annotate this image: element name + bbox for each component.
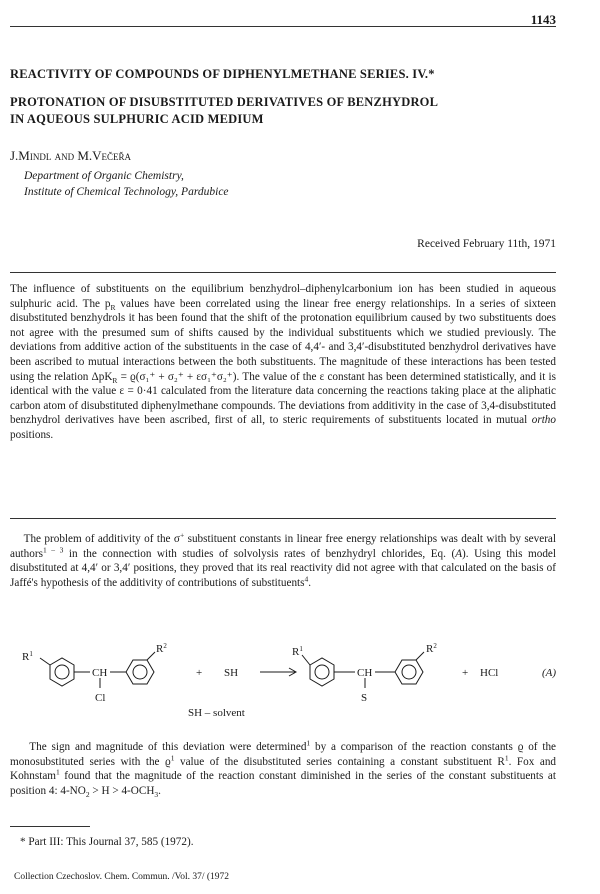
title-line-1: REACTIVITY OF COMPOUNDS OF DIPHENYLMETHANE SERIES. IV.* xyxy=(10,67,435,81)
intro-sup-1: + xyxy=(179,530,185,540)
intro-text-c: in the connection with studies of solvolysis rates of benzhydryl chlorides, Eq. ( xyxy=(63,547,456,560)
label-s: S xyxy=(361,692,368,704)
article-title xyxy=(10,66,570,83)
label-ch-product: CH xyxy=(357,667,373,679)
label-hcl: HCl xyxy=(480,667,499,679)
label-r2: $R^2$ xyxy=(156,642,167,655)
abstract-bottom-rule xyxy=(10,518,556,519)
bond-r1 xyxy=(40,658,50,665)
p2-sup-2: 1 xyxy=(170,752,175,762)
label-r2-product: $R^2$ xyxy=(426,642,437,655)
abstract-top-rule xyxy=(10,272,556,273)
abstract-ortho: ortho xyxy=(531,414,556,427)
label-ch: CH xyxy=(92,667,108,679)
reactant-ring-1 xyxy=(50,658,74,686)
p2-text-d: . Fox and Kohnstam xyxy=(10,755,557,783)
p2-sup-4: 1 xyxy=(56,767,60,777)
p2-sub-1: 2 xyxy=(85,790,90,800)
product-ring-2 xyxy=(395,660,423,684)
intro-text-a: The problem of additivity of the σ xyxy=(23,533,180,545)
p2-text-f: > H > 4-OCH xyxy=(89,784,155,797)
reactant-ring-1-inner xyxy=(55,665,69,679)
p2-text-c: value of the disubstituted series containing a constant substituent R xyxy=(174,755,505,768)
intro-text-e: . xyxy=(308,576,312,589)
label-cl: Cl xyxy=(95,692,106,704)
abstract xyxy=(10,282,556,443)
intro-paragraph xyxy=(10,532,556,590)
intro-eq-ref: A xyxy=(455,547,463,560)
affiliation-institute: Institute of Chemical Technology, Pardubice xyxy=(24,186,229,198)
label-solvent: SH – solvent xyxy=(188,707,245,719)
footnote: * Part III: This Journal 37, 585 (1972). xyxy=(20,836,194,848)
p2-sup-1: 1 xyxy=(306,738,311,748)
label-r1: $R^1$ xyxy=(22,650,33,663)
bond-r1-product xyxy=(302,655,310,665)
header-rule xyxy=(10,26,556,27)
label-plus-1: + xyxy=(196,667,203,679)
journal-footer: Collection Czechoslov. Chem. Commun. /Vol. 37/ (1972 xyxy=(14,872,230,882)
equation-label: (A) xyxy=(542,667,557,679)
intro-sup-3: 4 xyxy=(304,574,309,584)
paragraph-2 xyxy=(10,740,556,798)
title-line-2: PROTONATION OF DISUBSTITUTED DERIVATIVES OF BENZHYDROL xyxy=(10,95,439,109)
label-r1-product: $R^1$ xyxy=(292,645,303,658)
reactant-ring-2-inner xyxy=(133,665,147,679)
abstract-sub-2: R xyxy=(112,375,118,385)
intro-text-d: ). Using this model disubstituted at 4,4′ or 3,4′ positions, they proved that its real reactivity did not agree with that calculated on the basis of Jaffé's hypothesis of the additivity of contributions of substituents xyxy=(10,547,556,589)
p2-sub-2: 3 xyxy=(154,790,159,800)
p2-text-e: found that the magnitude of the reaction constant diminished in the series of the constant substituents at position 4: 4-NO xyxy=(10,770,556,797)
article-subtitle xyxy=(10,94,570,128)
product-ring-1 xyxy=(310,658,334,686)
p2-text-a: The sign and magnitude of this deviation were determined xyxy=(29,741,307,753)
abstract-text-3: = ϱ(σ₁⁺ + σ₂⁺ + εσ₁⁺σ₂⁺). The value of the ε constant has been determined statistically, and it is identical with the value ε = 0·41 calculated from the literature data concerning the reactions taking place at the aliphatic carbon atom of disubstituted diphenylmethane compounds. The deviations from additivity in the case of 3,4-disubstituted benzhydrol derivatives have been ascribed, first of all, to steric requirements of substituents located in mutual xyxy=(10,370,556,427)
reactant-ring-2 xyxy=(126,660,154,684)
bond-r2-product xyxy=(416,652,424,660)
product-ring-2-inner xyxy=(402,665,416,679)
bond-r2 xyxy=(147,652,155,660)
label-plus-2: + xyxy=(462,667,469,679)
reaction-scheme xyxy=(10,630,570,730)
p2-sup-3: 1 xyxy=(504,752,509,762)
title-line-3: IN AQUEOUS SULPHURIC ACID MEDIUM xyxy=(10,112,264,126)
abstract-text-2: values have been correlated using the linear free energy relationships. In a series of sixteen disubstituted benzhydrols it has been found that the shift of the protonation equilibrium caused by two substituents does not agree with the presumed sum of shifts caused by the individual substituents which we studied previously. The deviations from additive action of the substituents in the case of 4,4′- and 3,4′-disubstituted benzhydrol derivatives have been ascribed to mutual interactions between the both substituents. The magnitude of these interactions has been tested using the relation ΔpK xyxy=(10,297,556,383)
abstract-text-1: The influence of substituents on the equilibrium benzhydrol–diphenylcarbonium ion has been studied in aqueous sulphuric acid. The p xyxy=(10,283,556,310)
abstract-text-4: positions. xyxy=(10,428,54,441)
footnote-rule xyxy=(10,826,90,827)
authors: J.Mindl and M.Večeřa xyxy=(10,148,132,163)
intro-sup-2: 1 – 3 xyxy=(42,544,64,554)
p2-text-g: . xyxy=(158,784,161,797)
abstract-sub-1: R xyxy=(110,302,116,312)
label-sh: SH xyxy=(224,667,239,679)
received-date: Received February 11th, 1971 xyxy=(417,238,556,250)
p2-text-b: by a comparison of the reaction constants ϱ of the monosubstituted series with the ϱ xyxy=(10,741,557,768)
affiliation-department: Department of Organic Chemistry, xyxy=(24,170,184,182)
page-number: 1143 xyxy=(530,12,556,27)
intro-text-b: substituent constants in linear free energy relationships was dealt with by several authors xyxy=(10,533,556,560)
product-ring-1-inner xyxy=(315,665,329,679)
